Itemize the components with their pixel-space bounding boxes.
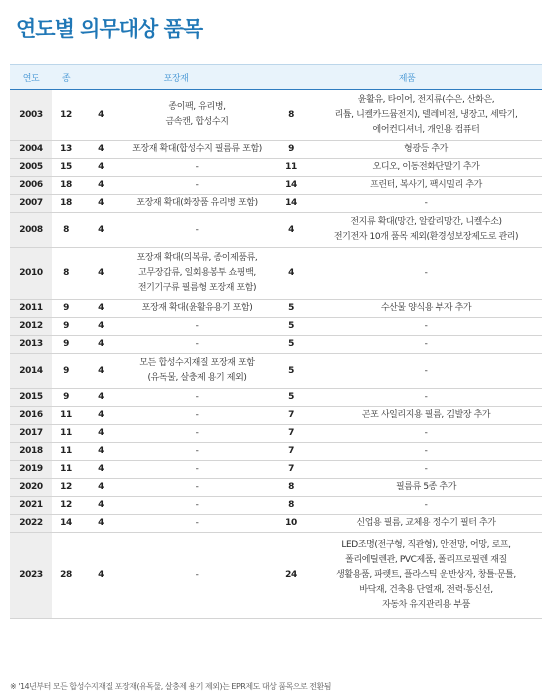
table-row [10,177,542,195]
cell-year: 2007 [10,195,52,213]
table-header-row [10,65,542,90]
cell-year: 2015 [10,389,52,407]
table-row [10,461,542,479]
cell-total: 18 [52,177,80,195]
cell-packaging-detail: - [122,497,272,515]
cell-year: 2023 [10,533,52,619]
cell-product-detail: 윤활유, 타이어, 전지류(수은, 산화은, 리튬, 니켈카드뮴전지), 텔레비전, 냉장고, 세탁기, 에어컨디셔너, 개인용 컴퓨터 [310,90,542,141]
cell-product-detail: 형광등 추가 [310,141,542,159]
cell-product-count: 7 [272,443,310,461]
cell-packaging-detail: 모든 합성수지재질 포장재 포함 (유독물, 살충제 용기 제외) [122,354,272,389]
cell-total: 9 [52,300,80,318]
cell-product-count: 14 [272,195,310,213]
cell-year: 2017 [10,425,52,443]
cell-packaging-detail: - [122,336,272,354]
cell-packaging-detail: 종이팩, 유리병, 금속캔, 합성수지 [122,90,272,141]
cell-year: 2011 [10,300,52,318]
cell-total: 9 [52,389,80,407]
cell-product-detail: 오디오, 이동전화단말기 추가 [310,159,542,177]
cell-packaging-detail: 포장재 확대(윤활유용기 포함) [122,300,272,318]
cell-product-detail: 필름류 5종 추가 [310,479,542,497]
cell-packaging-detail: - [122,177,272,195]
cell-year: 2018 [10,443,52,461]
cell-total: 11 [52,425,80,443]
cell-total: 12 [52,90,80,141]
cell-product-count: 7 [272,461,310,479]
header-packaging: 포장재 [80,65,272,90]
table-row [10,515,542,533]
page-title: 연도별 의무대상 품목 [16,17,203,41]
cell-packaging-detail: 포장재 확대(의복류, 종이제품류, 고무장갑류, 일회용봉투 쇼핑백, 전기기구류 필름형 포장재 포함) [122,248,272,300]
cell-total: 18 [52,195,80,213]
cell-packaging-count: 4 [80,177,122,195]
table-row [10,213,542,248]
cell-product-detail: - [310,354,542,389]
cell-packaging-detail: - [122,461,272,479]
cell-year: 2019 [10,461,52,479]
cell-packaging-detail: 포장재 확대(화장품 유리병 포함) [122,195,272,213]
cell-product-detail: - [310,195,542,213]
cell-packaging-count: 4 [80,159,122,177]
cell-product-detail: - [310,318,542,336]
table-row [10,479,542,497]
cell-packaging-count: 4 [80,318,122,336]
cell-packaging-count: 4 [80,461,122,479]
cell-packaging-detail: - [122,407,272,425]
cell-year: 2016 [10,407,52,425]
table-row [10,354,542,389]
cell-year: 2022 [10,515,52,533]
cell-packaging-count: 4 [80,479,122,497]
cell-year: 2014 [10,354,52,389]
cell-product-detail: 신업용 필름, 교체용 정수기 필터 추가 [310,515,542,533]
cell-packaging-count: 4 [80,497,122,515]
cell-packaging-detail: - [122,213,272,248]
cell-year: 2004 [10,141,52,159]
cell-product-detail: - [310,443,542,461]
cell-packaging-detail: 포장재 확대(합성수지 필름류 포함) [122,141,272,159]
cell-product-count: 4 [272,248,310,300]
cell-packaging-count: 4 [80,389,122,407]
cell-packaging-count: 4 [80,515,122,533]
cell-product-count: 5 [272,389,310,407]
cell-year: 2012 [10,318,52,336]
header-year: 연도 [10,65,52,90]
table-row [10,336,542,354]
cell-product-count: 8 [272,90,310,141]
cell-total: 11 [52,461,80,479]
cell-product-detail: - [310,248,542,300]
cell-total: 28 [52,533,80,619]
cell-product-count: 24 [272,533,310,619]
cell-product-count: 7 [272,407,310,425]
cell-total: 13 [52,141,80,159]
cell-packaging-detail: - [122,389,272,407]
cell-total: 12 [52,479,80,497]
cell-total: 9 [52,354,80,389]
cell-total: 11 [52,407,80,425]
cell-packaging-detail: - [122,515,272,533]
cell-product-count: 7 [272,425,310,443]
table-row [10,389,542,407]
cell-packaging-count: 4 [80,354,122,389]
cell-product-detail: 수산물 양식용 부자 추가 [310,300,542,318]
cell-packaging-count: 4 [80,213,122,248]
table-row [10,141,542,159]
cell-total: 8 [52,213,80,248]
table-row [10,90,542,141]
cell-year: 2005 [10,159,52,177]
cell-product-count: 8 [272,479,310,497]
cell-product-count: 10 [272,515,310,533]
cell-packaging-detail: - [122,533,272,619]
cell-packaging-detail: - [122,443,272,461]
header-total: 종 [52,65,80,90]
footnote: ※ '14년부터 모든 합성수지재질 포장재(유독물, 살충제 용기 제외)는 EPR제도 대상 품목으로 전환됨 [10,682,331,691]
table-row [10,195,542,213]
table-row [10,533,542,619]
table-row [10,248,542,300]
cell-packaging-count: 4 [80,425,122,443]
cell-product-count: 9 [272,141,310,159]
cell-packaging-count: 4 [80,336,122,354]
cell-packaging-count: 4 [80,195,122,213]
cell-product-detail: - [310,389,542,407]
table-row [10,407,542,425]
table-body [10,90,542,619]
cell-product-detail: - [310,497,542,515]
cell-product-count: 4 [272,213,310,248]
cell-packaging-count: 4 [80,407,122,425]
cell-packaging-detail: - [122,318,272,336]
cell-total: 8 [52,248,80,300]
cell-total: 9 [52,318,80,336]
cell-product-detail: LED조명(전구형, 직관형), 안전망, 어망, 로프, 폴리에틸렌관, PVC제품, 폴리프로필렌 재질 생활용품, 파렛트, 플라스틱 운반상자, 창틀·문틀, 바닥재, 건축용 단열재, 전력·통신선, 자동차 유지관리용 부품 [310,533,542,619]
cell-product-detail: - [310,425,542,443]
cell-packaging-count: 4 [80,300,122,318]
cell-product-count: 5 [272,318,310,336]
cell-year: 2006 [10,177,52,195]
cell-product-count: 5 [272,354,310,389]
cell-product-detail: 곤포 사일리지용 필름, 김발장 추가 [310,407,542,425]
cell-packaging-count: 4 [80,90,122,141]
table-row [10,318,542,336]
cell-packaging-detail: - [122,159,272,177]
cell-product-count: 14 [272,177,310,195]
cell-total: 14 [52,515,80,533]
cell-packaging-count: 4 [80,533,122,619]
cell-product-count: 11 [272,159,310,177]
cell-product-detail: - [310,461,542,479]
cell-packaging-detail: - [122,425,272,443]
cell-product-count: 5 [272,336,310,354]
cell-product-count: 5 [272,300,310,318]
cell-total: 11 [52,443,80,461]
cell-year: 2003 [10,90,52,141]
cell-product-detail: - [310,336,542,354]
table-row [10,497,542,515]
cell-total: 12 [52,497,80,515]
cell-year: 2013 [10,336,52,354]
cell-packaging-count: 4 [80,141,122,159]
cell-packaging-count: 4 [80,443,122,461]
cell-packaging-detail: - [122,479,272,497]
cell-total: 9 [52,336,80,354]
cell-year: 2020 [10,479,52,497]
cell-total: 15 [52,159,80,177]
mandatory-items-table [10,64,542,619]
table-row [10,159,542,177]
header-products: 제품 [272,65,542,90]
table-row [10,300,542,318]
cell-year: 2021 [10,497,52,515]
cell-product-detail: 프린터, 복사기, 팩시밀리 추가 [310,177,542,195]
table-row [10,425,542,443]
cell-product-count: 8 [272,497,310,515]
table-row [10,443,542,461]
cell-packaging-count: 4 [80,248,122,300]
cell-year: 2010 [10,248,52,300]
cell-product-detail: 전지류 확대(망간, 알칼리망간, 니켈수소) 전기전자 10개 품목 제외(환경성보장제도로 관리) [310,213,542,248]
cell-year: 2008 [10,213,52,248]
